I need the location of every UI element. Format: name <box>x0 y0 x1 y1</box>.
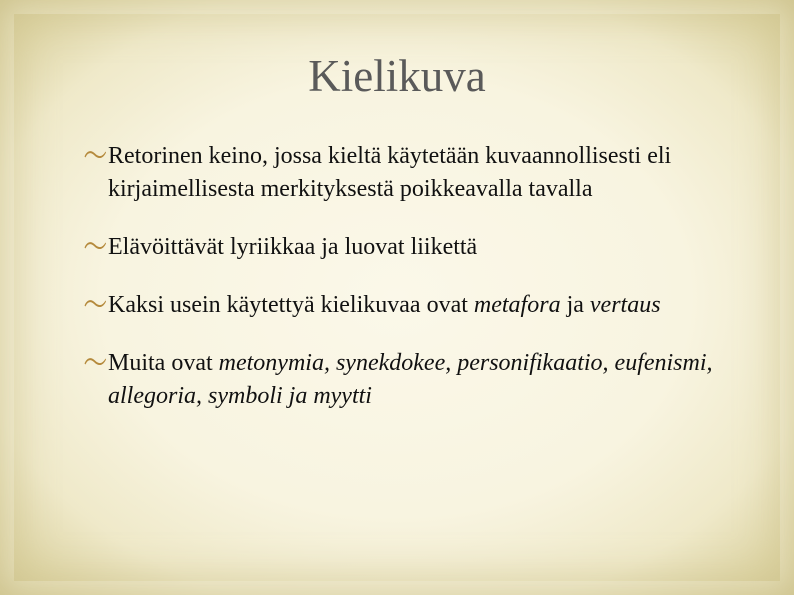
bullet-text: Kaksi usein käytettyä kielikuvaa ovat <box>108 292 474 318</box>
swash-tilde-icon <box>83 239 108 251</box>
bullet-list <box>56 140 756 438</box>
swash-tilde-icon <box>83 148 108 160</box>
bullet-item-3 <box>56 289 756 322</box>
bullet-emphasis: vertaus <box>589 292 661 318</box>
bullet-item-1 <box>56 140 756 206</box>
bullet-text: ja <box>560 292 590 318</box>
slide-title: Kielikuva <box>308 51 486 101</box>
swash-tilde-icon <box>83 355 108 367</box>
bullet-item-4 <box>56 347 756 413</box>
bullet-item-2 <box>56 231 756 264</box>
bullet-text: Elävöittävät lyriikkaa ja luovat liikettä <box>108 234 478 260</box>
bullet-emphasis: metafora <box>473 292 561 318</box>
bullet-emphasis: metonymia, synekdokee, personifikaatio, eufenismi, allegoria, symboli ja myytti <box>108 350 713 409</box>
swash-tilde-icon <box>83 297 108 309</box>
bullet-text: Retorinen keino, jossa kieltä käytetään kuvaannollisesti eli kirjaimellisesta merkityksestä poikkeavalla tavalla <box>108 143 672 202</box>
bullet-text: Muita ovat <box>108 350 219 376</box>
